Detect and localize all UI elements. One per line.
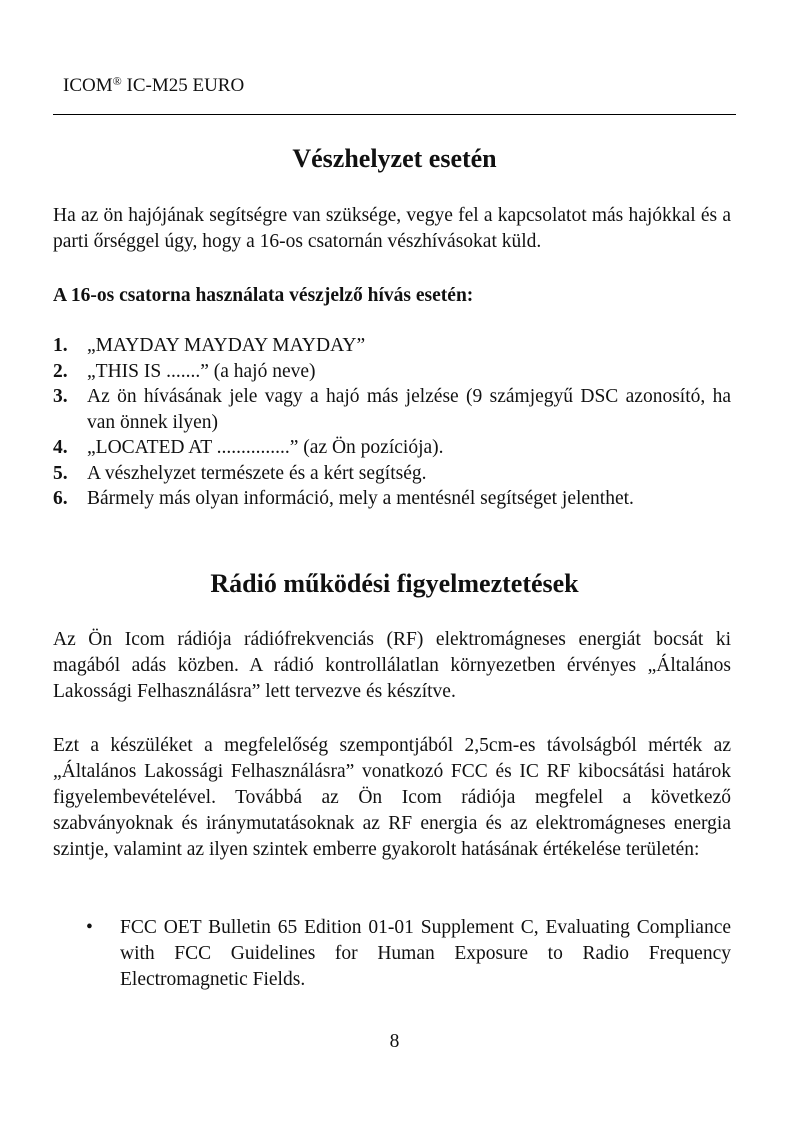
step-text: A vészhelyzet természete és a kért segítség. [87, 462, 427, 484]
section1-title: Vészhelyzet esetén [292, 144, 497, 173]
step-number: 1. [53, 335, 68, 356]
page-number: 8 [389, 1031, 400, 1052]
list-item [53, 461, 731, 487]
step-text: Bármely más olyan információ, mely a mentésnél segítséget jelenthet. [87, 488, 634, 509]
list-item [53, 333, 731, 359]
bullet-icon: • [86, 917, 93, 938]
section2-paragraph-1: Az Ön Icom rádiója rádiófrekvenciás (RF) elektromágneses energiát bocsát ki magából adás közben. A rádió kontrollálatlan környezetben érvényes „Általános Lakossági Felhasználásra” lett tervezve és készítve. [53, 629, 731, 702]
step-text: „THIS IS .......” (a hajó neve) [87, 360, 316, 382]
header-model: IC-M25 EURO [121, 75, 245, 96]
header-rule [53, 114, 736, 115]
section2-paragraph-2: Ezt a készüléket a megfelelőség szempontjából 2,5cm-es távolságból mérték az „Általános Lakossági Felhasználásra” vonatkozó FCC és IC RF kibocsátási határok figyelembevételével. Továbbá az Ön Icom rádiója megfelel a következő szabványoknak és iránymutatásoknak az RF energia és az elektromágneses energia szintje, valamint az ilyen szintek emberre gyakorolt hatásának értékelése területén: [53, 735, 731, 860]
step-text: Az ön hívásának jele vagy a hajó más jelzése (9 számjegyű DSC azonosító, ha van önnek ilyen) [87, 386, 731, 433]
list-item [53, 915, 731, 993]
running-header [63, 69, 244, 98]
distress-steps-list [53, 333, 731, 512]
step-text: „LOCATED AT ...............” (az Ön pozíciója). [87, 437, 444, 458]
list-item [53, 435, 731, 461]
section1-subheading: A 16-os csatorna használata vészjelző hívás esetén: [53, 285, 474, 306]
step-text: „MAYDAY MAYDAY MAYDAY” [87, 335, 366, 356]
step-number: 2. [53, 360, 68, 382]
list-item [53, 384, 731, 435]
step-number: 3. [53, 386, 68, 407]
bullet-text: FCC OET Bulletin 65 Edition 01-01 Supplement C, Evaluating Compliance with FCC Guidelines for Human Exposure to Radio Frequency Electromagnetic Fields. [120, 917, 731, 990]
step-number: 4. [53, 437, 68, 458]
list-item [53, 486, 731, 512]
step-number: 6. [53, 488, 68, 509]
step-number: 5. [53, 462, 68, 484]
header-brand: ICOM [63, 75, 113, 96]
standards-list [53, 915, 731, 993]
section2-title: Rádió működési figyelmeztetések [210, 569, 579, 598]
list-item [53, 359, 731, 385]
registered-mark: ® [112, 74, 122, 88]
section1-intro: Ha az ön hajójának segítségre van szüksége, vegye fel a kapcsolatot más hajókkal és a parti őrséggel úgy, hogy a 16-os csatornán vészhívásokat küld. [53, 205, 731, 252]
